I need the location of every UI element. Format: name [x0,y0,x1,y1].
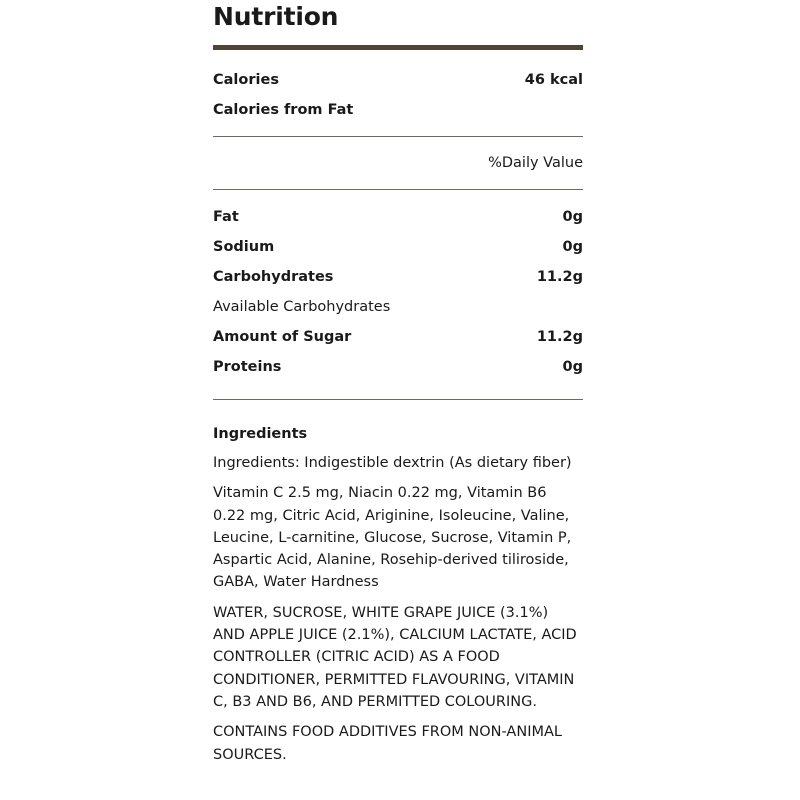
calories-label: Calories [213,72,279,88]
calories-value: 46 kcal [524,72,583,88]
nutrient-row-sugar [213,322,583,352]
daily-value-header: %Daily Value [488,155,583,171]
ingredients-paragraph: Ingredients: Indigestible dextrin (As dietary fiber) [213,455,572,471]
ingredients-heading: Ingredients [213,426,308,442]
calories-from-fat-row [213,95,583,125]
nutrient-value: 11.2g [536,329,583,345]
nutrient-label: Sodium [213,239,275,255]
nutrient-label: Available Carbohydrates [213,299,391,315]
nutrient-label: Carbohydrates [213,269,334,285]
nutrients-divider [213,399,583,400]
calories-row [213,65,583,95]
nutrient-row-available-carbohydrates [213,292,583,322]
ingredients-paragraph: CONTAINS FOOD ADDITIVES FROM NON-ANIMAL SOURCES. [213,724,562,763]
page-title: Nutrition [213,2,339,31]
nutrient-value: 0g [562,239,583,255]
nutrition-panel [213,0,583,766]
nutrient-row-proteins [213,352,583,382]
nutrient-row-sodium [213,232,583,262]
nutrient-value: 0g [562,359,583,375]
ingredients-paragraph: Vitamin C 2.5 mg, Niacin 0.22 mg, Vitamin B6 0.22 mg, Citric Acid, Ariginine, Isoleucine, Valine, Leucine, L-carnitine, Glucose, Sucrose, Vitamin P, Aspartic Acid, Alanine, Rosehip-derived tiliroside, GABA, Water Hardness [213,485,572,591]
nutrient-label: Proteins [213,359,282,375]
nutrient-value: 11.2g [536,269,583,285]
nutrient-row-fat [213,202,583,232]
nutrient-label: Fat [213,209,239,225]
calories-from-fat-label: Calories from Fat [213,102,354,118]
nutrient-value: 0g [562,209,583,225]
nutrient-label: Amount of Sugar [213,329,352,345]
nutrient-row-carbohydrates [213,262,583,292]
ingredients-paragraph: WATER, SUCROSE, WHITE GRAPE JUICE (3.1%) AND APPLE JUICE (2.1%), CALCIUM LACTATE, ACID CONTROLLER (CITRIC ACID) AS A FOOD CONDITIONER, PERMITTED FLAVOURING, VITAMIN C, B3 AND B6, AND PERMITTED COLOURING. [213,604,577,710]
